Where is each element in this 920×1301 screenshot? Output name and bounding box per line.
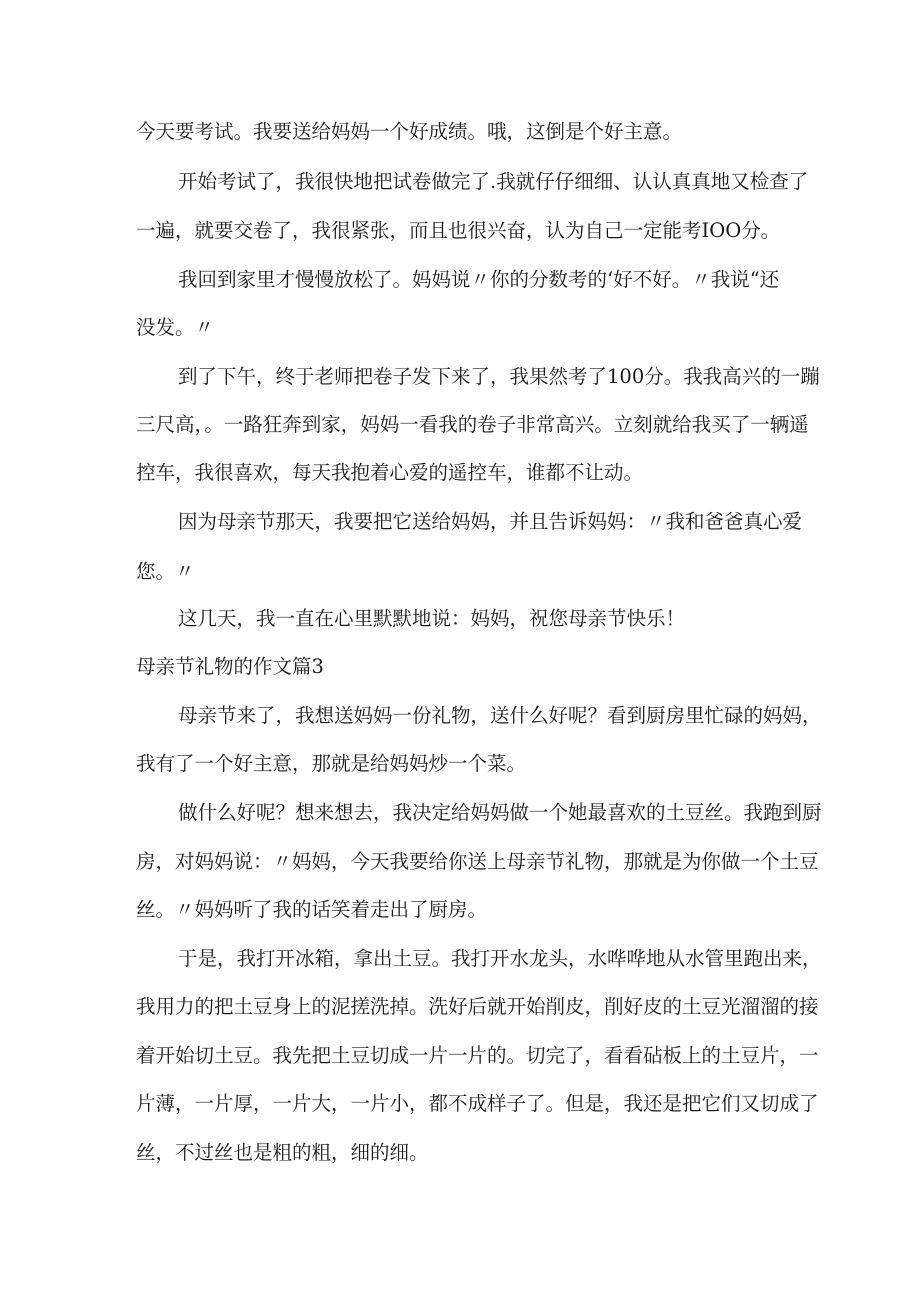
paragraph-line: 一遍，就要交卷了，我很紧张，而且也很兴奋，认为自己一定能考IOO分。 [136,219,781,242]
paragraph-line: 开始考试了，我很快地把试卷做完了.我就仔仔细细、认认真真地又检查了 [178,170,809,193]
paragraph-line: 片薄，一片厚，一片大，一片小，都不成样子了。但是，我还是把它们又切成了 [136,1092,819,1115]
paragraph-line: 于是，我打开冰箱，拿出土豆。我打开水龙头，水哗哗地从水管里跑出来， [178,947,822,970]
paragraph-line: 我回到家里才慢慢放松了。妈妈说〃你的分数考的‘好不好。〃我说“还 [178,268,780,291]
paragraph-line: 我有了一个好主意，那就是给妈妈炒一个菜。 [136,752,527,775]
paragraph-line: 今天要考试。我要送给妈妈一个好成绩。哦，这倒是个好主意。 [136,120,683,143]
paragraph-line: 没发。〃 [136,316,215,339]
paragraph-line: 到了下午，终于老师把卷子发下来了，我果然考了100分。我我高兴的一蹦 [178,365,820,388]
paragraph-line: 母亲节来了，我想送妈妈一份礼物，送什么好呢？看到厨房里忙碌的妈妈， [178,704,822,727]
paragraph-line: 房，对妈妈说：〃妈妈，今天我要给你送上母亲节礼物，那就是为你做一个土豆 [136,850,819,873]
paragraph-line: 做什么好呢？想来想去，我决定给妈妈做一个她最喜欢的土豆丝。我跑到厨 [178,801,822,824]
paragraph-line: 因为母亲节那天，我要把它送给妈妈，并且告诉妈妈：〃我和爸爸真心爱 [178,510,803,533]
paragraph-line: 三尺高，。一路狂奔到家，妈妈一看我的卷子非常高兴。立刻就给我买了一辆遥 [136,413,809,436]
paragraph-line: 控车，我很喜欢，每天我抱着心爱的遥控车，谁都不让动。 [136,461,644,484]
paragraph-line: 您。〃 [136,560,195,583]
paragraph-line: 这几天，我一直在心里默默地说：妈妈，祝您母亲节快乐！ [178,607,686,630]
paragraph-line: 丝，不过丝也是粗的粗，细的细。 [136,1141,429,1164]
paragraph-line: 着开始切土豆。我先把土豆切成一片一片的。切完了，看看砧板上的土豆片，一 [136,1044,819,1067]
paragraph-line: 丝。〃妈妈听了我的话笑着走出了厨房。 [136,898,488,921]
section-title: 母亲节礼物的作文篇3 [136,655,324,678]
paragraph-line: 我用力的把土豆身上的泥搓洗掉。洗好后就开始削皮，削好皮的土豆光溜溜的接 [136,995,819,1018]
